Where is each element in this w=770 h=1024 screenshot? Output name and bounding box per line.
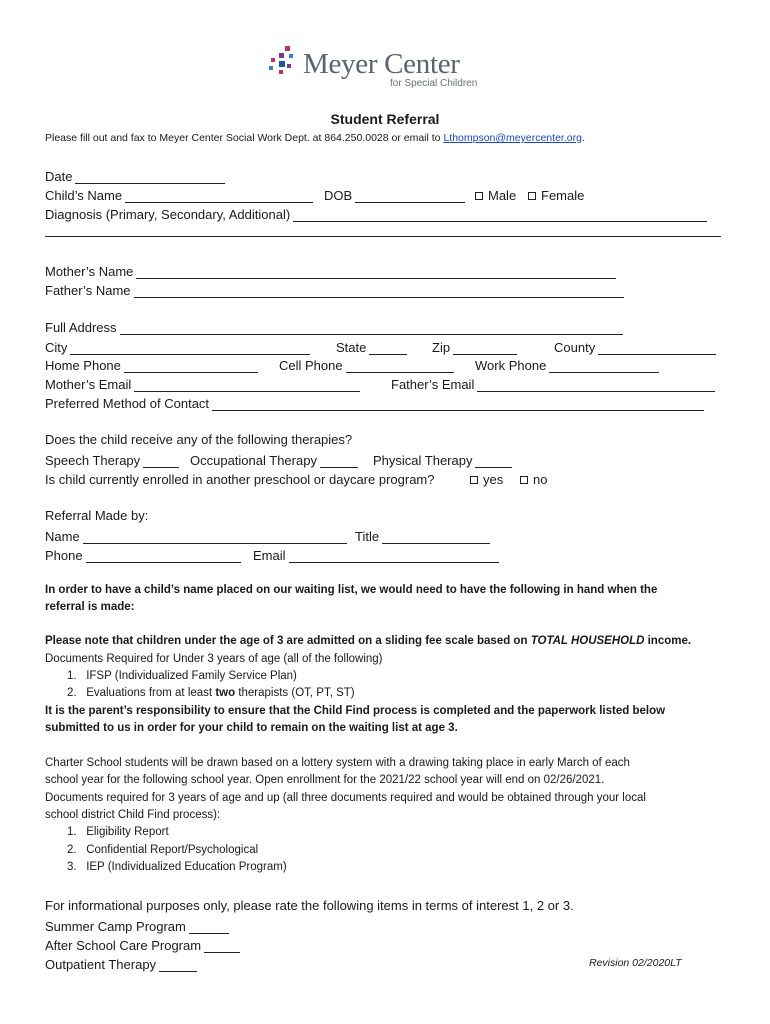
docs-under3-heading: Documents Required for Under 3 years of age (all of the following) bbox=[45, 653, 383, 665]
dob-input[interactable] bbox=[355, 189, 465, 203]
referrer-phone-label: Phone bbox=[45, 548, 83, 563]
referrer-name-field bbox=[45, 526, 347, 544]
enrolled-question: Is child currently enrolled in another preschool or daycare program? bbox=[45, 472, 435, 487]
over3-item-2-text: Confidential Report/Psychological bbox=[86, 844, 259, 856]
enrolled-question-row bbox=[45, 469, 434, 487]
intro-text-body: Please fill out and fax to Meyer Center Social Work Dept. at 864.250.0028 or email to bbox=[45, 132, 444, 144]
female-option[interactable] bbox=[528, 185, 584, 203]
city-field bbox=[45, 337, 310, 355]
work-phone-input[interactable] bbox=[549, 359, 659, 373]
zip-label: Zip bbox=[432, 340, 451, 355]
female-checkbox[interactable] bbox=[528, 192, 536, 200]
yes-option[interactable] bbox=[470, 469, 503, 487]
intro-text bbox=[45, 132, 585, 144]
yes-checkbox[interactable] bbox=[470, 476, 478, 484]
over3-list-item-2: 2. Confidential Report/Psychological bbox=[67, 844, 259, 856]
summer-camp-field bbox=[45, 916, 229, 934]
home-phone-field bbox=[45, 355, 258, 373]
father-name-field bbox=[45, 280, 624, 298]
logo-mark-icon bbox=[265, 44, 301, 80]
dob-field bbox=[324, 185, 465, 203]
physical-therapy-field bbox=[373, 450, 512, 468]
under3-note-suffix: income. bbox=[644, 635, 692, 647]
no-checkbox[interactable] bbox=[520, 476, 528, 484]
speech-therapy-field bbox=[45, 450, 179, 468]
after-school-label: After School Care Program bbox=[45, 938, 202, 953]
home-phone-label: Home Phone bbox=[45, 358, 121, 373]
state-input[interactable] bbox=[369, 341, 407, 355]
full-address-label: Full Address bbox=[45, 320, 117, 335]
male-option[interactable] bbox=[475, 185, 516, 203]
page-title: Student Referral bbox=[330, 111, 440, 127]
father-email-field bbox=[391, 374, 715, 392]
no-option[interactable] bbox=[520, 469, 547, 487]
after-school-field bbox=[45, 935, 240, 953]
summer-camp-label: Summer Camp Program bbox=[45, 919, 186, 934]
waiting-list-note-line1: In order to have a child’s name placed on our waiting list, we would need to have the following in hand when the bbox=[45, 584, 658, 596]
parent-responsibility-line1: It is the parent’s responsibility to ensure that the Child Find process is completed and the paperwork listed below bbox=[45, 705, 666, 717]
city-input[interactable] bbox=[70, 341, 310, 355]
referrer-name-label: Name bbox=[45, 529, 80, 544]
male-checkbox[interactable] bbox=[475, 192, 483, 200]
physical-therapy-input[interactable] bbox=[475, 454, 512, 468]
zip-field bbox=[432, 337, 517, 355]
cell-phone-label: Cell Phone bbox=[279, 358, 343, 373]
zip-input[interactable] bbox=[453, 341, 517, 355]
cell-phone-input[interactable] bbox=[346, 359, 454, 373]
referrer-name-input[interactable] bbox=[83, 530, 347, 544]
date-field bbox=[45, 166, 225, 184]
outpatient-therapy-field bbox=[45, 954, 197, 972]
after-school-input[interactable] bbox=[204, 939, 240, 953]
full-address-input[interactable] bbox=[120, 321, 623, 335]
father-email-input[interactable] bbox=[477, 378, 715, 392]
referrer-email-field bbox=[253, 545, 499, 563]
over3-list-item-3: 3. IEP (Individualized Education Program) bbox=[67, 861, 287, 873]
referrer-title-field bbox=[355, 526, 490, 544]
under3-note bbox=[45, 635, 691, 647]
male-label: Male bbox=[488, 188, 517, 203]
outpatient-therapy-label: Outpatient Therapy bbox=[45, 957, 157, 972]
date-label: Date bbox=[45, 169, 73, 184]
mother-email-input[interactable] bbox=[134, 378, 360, 392]
cell-phone-field bbox=[279, 355, 454, 373]
no-label: no bbox=[533, 472, 548, 487]
under3-note-prefix: Please note that children under the age of 3 are admitted on a sliding fee scale based on bbox=[45, 635, 531, 647]
referral-heading: Referral Made by: bbox=[45, 508, 149, 523]
summer-camp-input[interactable] bbox=[189, 920, 229, 934]
therapies-question: Does the child receive any of the following therapies? bbox=[45, 432, 353, 447]
speech-therapy-label: Speech Therapy bbox=[45, 453, 141, 468]
referrer-email-input[interactable] bbox=[289, 549, 499, 563]
county-field bbox=[554, 337, 716, 355]
father-name-label: Father’s Name bbox=[45, 283, 131, 298]
full-address-field bbox=[45, 317, 623, 335]
parent-responsibility-line2: submitted to us in order for your child to remain on the waiting list at age 3. bbox=[45, 722, 458, 734]
outpatient-therapy-input[interactable] bbox=[159, 958, 197, 972]
mother-email-field bbox=[45, 374, 360, 392]
under3-item-1-text: IFSP (Individualized Family Service Plan) bbox=[86, 670, 297, 682]
logo-name: Meyer Center bbox=[303, 48, 460, 80]
county-label: County bbox=[554, 340, 596, 355]
diagnosis-input-line2[interactable] bbox=[45, 236, 721, 237]
over3-item-3-text: IEP (Individualized Education Program) bbox=[86, 861, 287, 873]
diagnosis-field bbox=[45, 204, 707, 222]
state-field bbox=[336, 337, 407, 355]
contact-method-field bbox=[45, 393, 704, 411]
father-email-label: Father’s Email bbox=[391, 377, 475, 392]
mother-name-field bbox=[45, 261, 616, 279]
work-phone-label: Work Phone bbox=[475, 358, 547, 373]
over3-list-item-1: 1. Eligibility Report bbox=[67, 826, 169, 838]
contact-method-input[interactable] bbox=[212, 397, 704, 411]
physical-therapy-label: Physical Therapy bbox=[373, 453, 473, 468]
referrer-title-label: Title bbox=[355, 529, 380, 544]
charter-note-line2: school year for the following school year. Open enrollment for the 2021/22 school year will end on 02/26/2021. bbox=[45, 774, 605, 786]
state-label: State bbox=[336, 340, 367, 355]
mother-name-input[interactable] bbox=[136, 265, 616, 279]
under3-item-2-bold: two bbox=[215, 687, 236, 699]
revision-note: Revision 02/2020LT bbox=[589, 957, 682, 969]
over3-item-1-text: Eligibility Report bbox=[86, 826, 169, 838]
dob-label: DOB bbox=[324, 188, 353, 203]
diagnosis-input[interactable] bbox=[293, 208, 707, 222]
father-name-input[interactable] bbox=[134, 284, 624, 298]
meyer-center-logo bbox=[265, 44, 510, 94]
mother-email-label: Mother’s Email bbox=[45, 377, 132, 392]
speech-therapy-input[interactable] bbox=[143, 454, 179, 468]
referrer-phone-input[interactable] bbox=[86, 549, 241, 563]
under3-item-2-text: Evaluations from at least bbox=[86, 687, 216, 699]
waiting-list-note-line2: referral is made: bbox=[45, 601, 135, 613]
work-phone-field bbox=[475, 355, 659, 373]
charter-note-line4: school district Child Find process): bbox=[45, 809, 221, 821]
home-phone-input[interactable] bbox=[124, 359, 258, 373]
yes-label: yes bbox=[483, 472, 504, 487]
county-input[interactable] bbox=[598, 341, 716, 355]
referrer-title-input[interactable] bbox=[382, 530, 490, 544]
referrer-phone-field bbox=[45, 545, 241, 563]
interest-intro: For informational purposes only, please rate the following items in terms of interest 1, 2 or 3. bbox=[45, 898, 574, 913]
email-link[interactable]: Lthompson@meyercenter.org bbox=[443, 132, 582, 144]
date-input[interactable] bbox=[75, 170, 225, 184]
child-name-label: Child’s Name bbox=[45, 188, 123, 203]
female-label: Female bbox=[541, 188, 585, 203]
intro-text-end: . bbox=[581, 132, 585, 144]
under3-list-item-1: 1. IFSP (Individualized Family Service Plan) bbox=[67, 670, 297, 682]
contact-method-label: Preferred Method of Contact bbox=[45, 396, 210, 411]
under3-item-2-suffix: therapists (OT, PT, ST) bbox=[235, 687, 355, 699]
referrer-email-label: Email bbox=[253, 548, 286, 563]
charter-note-line3: Documents required for 3 years of age and up (all three documents required and would be obtained through your local bbox=[45, 792, 646, 804]
charter-note-line1: Charter School students will be drawn based on a lottery system with a drawing taking place in early March of each bbox=[45, 757, 630, 769]
logo-tagline: for Special Children bbox=[390, 78, 478, 89]
city-label: City bbox=[45, 340, 68, 355]
under3-list-item-2: 2. Evaluations from at least two therapists (OT, PT, ST) bbox=[67, 687, 355, 699]
mother-name-label: Mother’s Name bbox=[45, 264, 134, 279]
child-name-field bbox=[45, 185, 313, 203]
occupational-therapy-label: Occupational Therapy bbox=[190, 453, 317, 468]
occupational-therapy-input[interactable] bbox=[320, 454, 358, 468]
under3-note-italic: TOTAL HOUSEHOLD bbox=[530, 635, 645, 647]
diagnosis-label: Diagnosis (Primary, Secondary, Additional) bbox=[45, 207, 291, 222]
occupational-therapy-field bbox=[190, 450, 358, 468]
child-name-input[interactable] bbox=[125, 189, 313, 203]
